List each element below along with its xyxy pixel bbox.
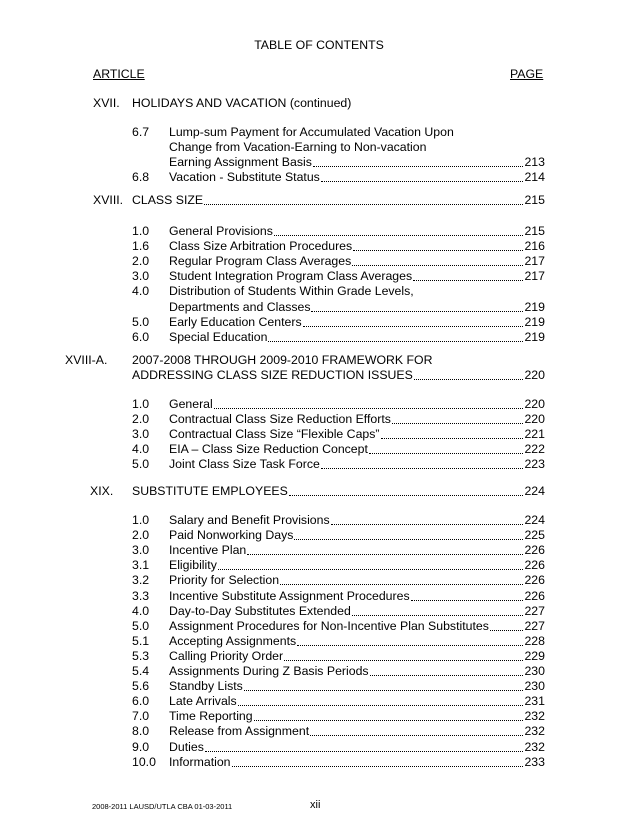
page-number: 215 xyxy=(524,193,545,207)
section-title: Priority for Selection xyxy=(169,573,280,588)
section-title: Distribution of Students Within Grade Levels, xyxy=(169,284,414,299)
section-number: 2.0 xyxy=(132,528,150,543)
dot-leader xyxy=(310,725,523,736)
section-number: 5.0 xyxy=(132,457,150,472)
section-title: Assignment Procedures for Non-Incentive Plan Substitutes xyxy=(169,618,489,633)
page-number: 223 xyxy=(524,457,545,472)
section-title: Calling Priority Order xyxy=(169,648,284,663)
page-number: 217 xyxy=(524,254,545,269)
section-number: 5.4 xyxy=(132,664,150,678)
page-number: 222 xyxy=(524,442,545,457)
page-number: 227 xyxy=(524,603,545,618)
section-number: 6.8 xyxy=(132,170,150,185)
dot-leader xyxy=(490,620,523,631)
dot-leader xyxy=(238,695,523,706)
page-number: 219 xyxy=(524,314,545,329)
dot-leader xyxy=(414,369,523,380)
page-number: 229 xyxy=(524,648,545,663)
section-title: Salary and Benefit Provisions xyxy=(169,513,330,527)
dot-leader xyxy=(411,590,523,601)
dot-leader xyxy=(280,574,523,585)
page-number: 220 xyxy=(524,397,545,411)
page-number: 232 xyxy=(524,724,545,739)
dot-leader xyxy=(321,171,523,182)
section-title: Information xyxy=(169,754,231,769)
dot-leader xyxy=(297,635,523,646)
article-title: 2007-2008 THROUGH 2009-2010 FRAMEWORK FOR xyxy=(132,353,433,367)
section-title: Late Arrivals xyxy=(169,694,237,709)
article-number: XVIII-A. xyxy=(65,353,108,367)
page-number: 226 xyxy=(524,558,545,573)
section-number: 10.0 xyxy=(132,754,156,769)
section-title: Time Reporting xyxy=(169,709,253,724)
dot-leader xyxy=(232,756,523,767)
dot-leader xyxy=(392,413,523,424)
footer-document-id: 2008-2011 LAUSD/UTLA CBA 01-03-2011 xyxy=(92,802,233,811)
page-column-header: PAGE xyxy=(510,67,544,81)
section-title: Assignments During Z Basis Periods xyxy=(169,664,369,678)
dot-leader xyxy=(204,194,523,205)
section-title: Departments and Classes xyxy=(169,299,311,314)
dot-leader xyxy=(321,458,523,469)
section-number: 6.0 xyxy=(132,694,150,709)
section-title: Student Integration Program Class Averages xyxy=(169,269,413,284)
page-number: 228 xyxy=(524,633,545,648)
dot-leader xyxy=(268,331,523,342)
page-number: 225 xyxy=(524,528,545,543)
dot-leader xyxy=(352,255,523,266)
section-title: Accepting Assignments xyxy=(169,633,297,648)
page-number: 217 xyxy=(524,269,545,284)
page-number: 220 xyxy=(524,412,545,427)
section-title: Standby Lists xyxy=(169,679,243,694)
article-column-header: ARTICLE xyxy=(93,67,145,81)
dot-leader xyxy=(294,529,523,540)
section-number: 5.0 xyxy=(132,314,150,329)
article-title: SUBSTITUTE EMPLOYEES xyxy=(132,484,288,498)
article-number: XVIII. xyxy=(93,193,124,207)
footer-page-number: xii xyxy=(310,799,321,811)
dot-leader xyxy=(247,544,523,555)
page-number: 220 xyxy=(524,368,545,382)
article-number: XVII. xyxy=(93,96,120,110)
section-title: Joint Class Size Task Force xyxy=(169,457,320,472)
article-title: ADDRESSING CLASS SIZE REDUCTION ISSUES xyxy=(132,368,413,382)
section-title: Incentive Plan xyxy=(169,543,247,558)
dot-leader xyxy=(381,428,524,439)
section-title: Lump-sum Payment for Accumulated Vacation Upon xyxy=(169,125,454,139)
dot-leader xyxy=(313,156,523,167)
section-title: Eligibility xyxy=(169,558,217,573)
section-title: Incentive Substitute Assignment Procedures xyxy=(169,588,410,603)
section-title: Duties xyxy=(169,739,204,754)
section-number: 3.0 xyxy=(132,427,150,442)
section-number: 1.0 xyxy=(132,224,150,238)
section-number: 4.0 xyxy=(132,284,150,299)
section-title: Contractual Class Size Reduction Efforts xyxy=(169,412,391,427)
section-number: 6.0 xyxy=(132,329,150,344)
dot-leader xyxy=(284,650,523,661)
page-number: 231 xyxy=(524,694,545,709)
page-number: 226 xyxy=(524,573,545,588)
dot-leader xyxy=(370,665,523,676)
section-title: Vacation - Substitute Status xyxy=(169,170,320,185)
page-number: 221 xyxy=(524,427,545,442)
dot-leader xyxy=(413,270,523,281)
section-number: 2.0 xyxy=(132,254,150,269)
section-number: 1.0 xyxy=(132,397,150,411)
section-number: 8.0 xyxy=(132,724,150,739)
section-title: Special Education xyxy=(169,329,268,344)
section-title: Release from Assignment xyxy=(169,724,310,739)
page-number: 224 xyxy=(524,513,545,527)
article-title: CLASS SIZE xyxy=(132,193,204,207)
dot-leader xyxy=(369,443,523,454)
section-title: Contractual Class Size “Flexible Caps” xyxy=(169,427,380,442)
section-title: Early Education Centers xyxy=(169,314,302,329)
dot-leader xyxy=(218,559,523,570)
section-title: Change from Vacation-Earning to Non-vacation xyxy=(169,140,427,155)
section-number: 3.0 xyxy=(132,269,150,284)
section-number: 5.6 xyxy=(132,679,150,694)
page-title: TABLE OF CONTENTS xyxy=(254,38,384,52)
dot-leader xyxy=(254,710,523,721)
section-number: 3.1 xyxy=(132,558,150,573)
section-number: 7.0 xyxy=(132,709,150,724)
page-number: 215 xyxy=(524,224,545,238)
dot-leader xyxy=(205,741,523,752)
page-number: 226 xyxy=(524,588,545,603)
section-number: 3.0 xyxy=(132,543,150,558)
page-number: 227 xyxy=(524,618,545,633)
page-number: 216 xyxy=(524,239,545,254)
page-number: 230 xyxy=(524,679,545,694)
article-number: XIX. xyxy=(90,484,114,498)
section-title: EIA – Class Size Reduction Concept xyxy=(169,442,368,457)
section-title: Earning Assignment Basis xyxy=(169,155,312,170)
dot-leader xyxy=(331,514,523,525)
dot-leader xyxy=(289,485,523,496)
section-title: Class Size Arbitration Procedures xyxy=(169,239,353,254)
dot-leader xyxy=(274,225,523,236)
page-number: 214 xyxy=(524,170,545,185)
page-number: 219 xyxy=(524,299,545,314)
section-number: 5.1 xyxy=(132,633,150,648)
page-number: 232 xyxy=(524,709,545,724)
section-number: 3.3 xyxy=(132,588,150,603)
page-number: 233 xyxy=(524,754,545,769)
page-number: 226 xyxy=(524,543,545,558)
section-title: General Provisions xyxy=(169,224,273,238)
page-number: 232 xyxy=(524,739,545,754)
page-number: 213 xyxy=(524,155,545,170)
section-number: 2.0 xyxy=(132,412,150,427)
dot-leader xyxy=(303,316,523,327)
section-number: 5.3 xyxy=(132,648,150,663)
section-number: 5.0 xyxy=(132,618,150,633)
dot-leader xyxy=(352,605,523,616)
page-number: 219 xyxy=(524,329,545,344)
section-number: 1.0 xyxy=(132,513,150,527)
dot-leader xyxy=(214,398,523,409)
section-title: Paid Nonworking Days xyxy=(169,528,294,543)
dot-leader xyxy=(311,301,523,312)
section-number: 6.7 xyxy=(132,125,150,139)
page-number: 230 xyxy=(524,664,545,678)
dot-leader xyxy=(353,240,523,251)
dot-leader xyxy=(244,680,523,691)
section-title: Day-to-Day Substitutes Extended xyxy=(169,603,351,618)
section-number: 1.6 xyxy=(132,239,150,254)
section-number: 3.2 xyxy=(132,573,150,588)
section-number: 4.0 xyxy=(132,603,150,618)
article-title: HOLIDAYS AND VACATION (continued) xyxy=(132,96,352,110)
section-number: 4.0 xyxy=(132,442,150,457)
section-title: General xyxy=(169,397,213,411)
section-number: 9.0 xyxy=(132,739,150,754)
page-number: 224 xyxy=(524,484,545,498)
section-title: Regular Program Class Averages xyxy=(169,254,352,269)
